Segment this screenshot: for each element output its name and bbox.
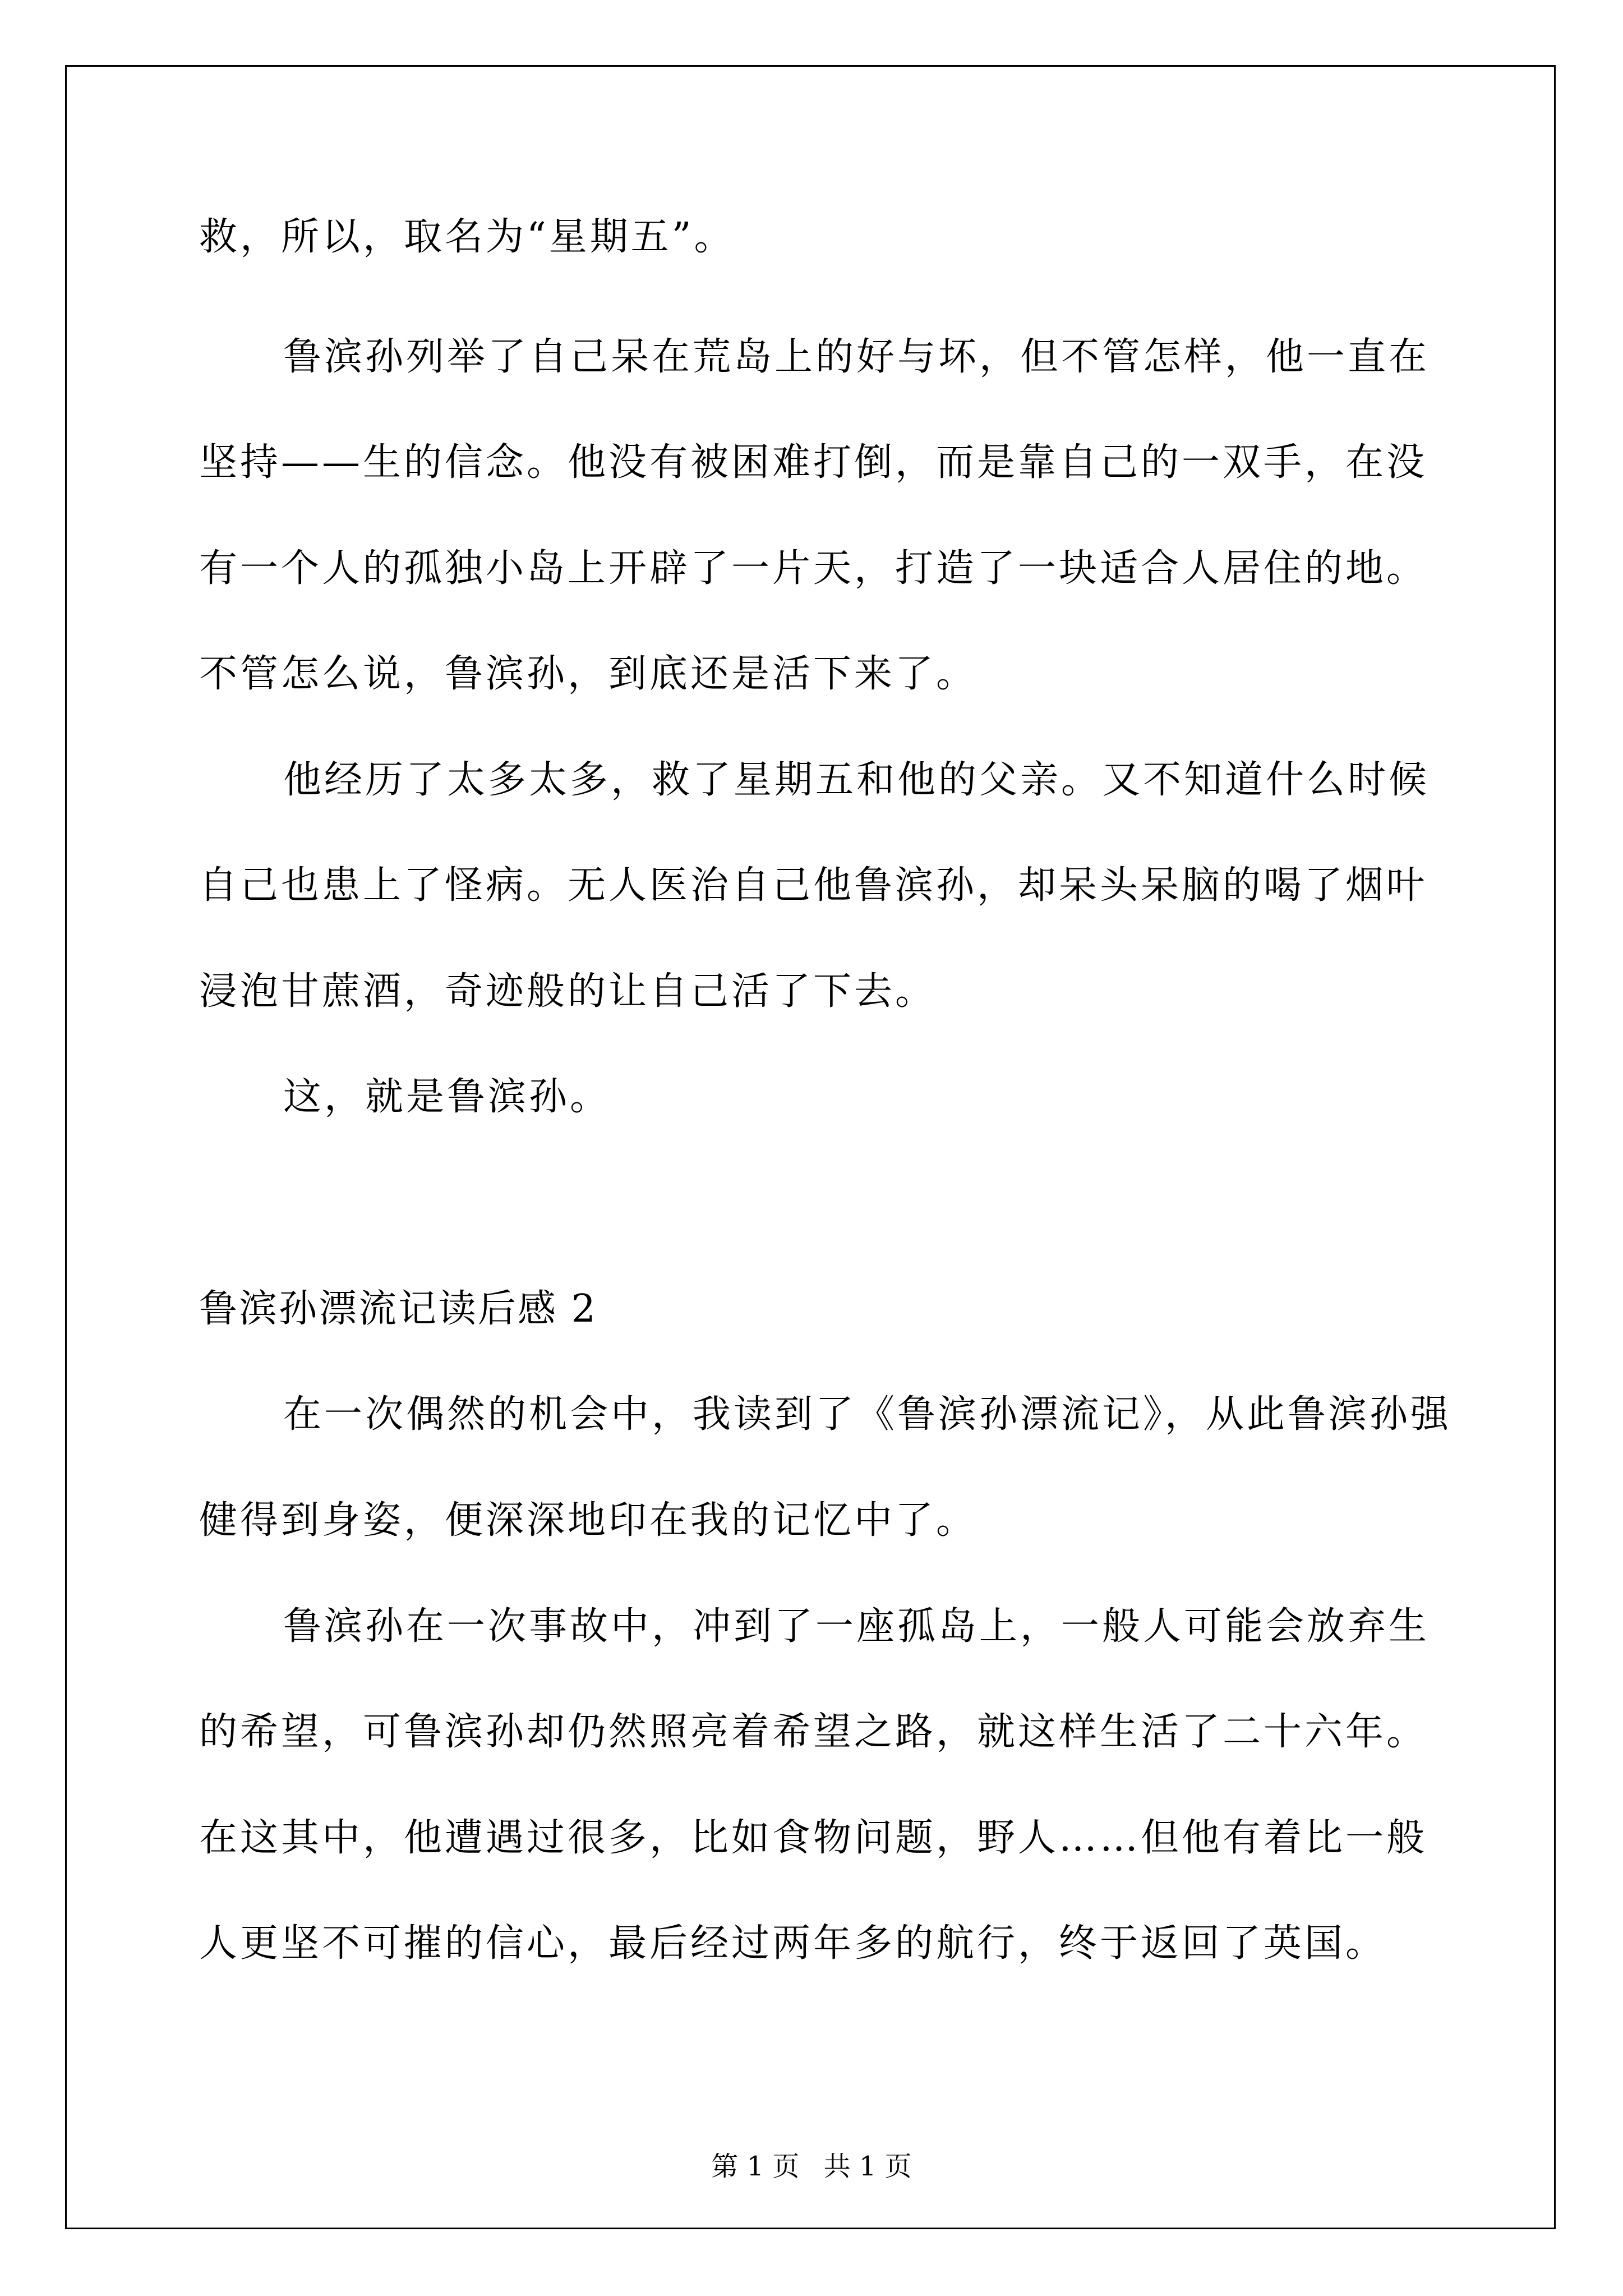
text-line: 鲁滨孙列举了自己呆在荒岛上的好与坏，但不管怎样，他一直在	[283, 335, 1430, 379]
page-border	[65, 65, 1556, 2229]
text-line: 在一次偶然的机会中，我读到了《鲁滨孙漂流记》，从此鲁滨孙强	[283, 1392, 1452, 1437]
section-title: 鲁滨孙漂流记读后感 2	[199, 1287, 597, 1331]
text-line: 的希望，可鲁滨孙却仍然照亮着希望之路，就这样生活了二十六年。	[199, 1710, 1428, 1754]
text-line: 他经历了太多太多，救了星期五和他的父亲。又不知道什么时候	[283, 758, 1430, 802]
text-line: 人更坚不可摧的信心，最后经过两年多的航行，终于返回了英国。	[199, 1921, 1387, 1966]
page-footer	[0, 2153, 1623, 2180]
text-line: 浸泡甘蔗酒，奇迹般的让自己活了下去。	[199, 969, 937, 1014]
text-line: 这，就是鲁滨孙。	[283, 1075, 611, 1119]
text-line: 救，所以，取名为“星期五”。	[199, 215, 735, 259]
text-line: 在这其中，他遭遇过很多，比如食物问题，野人……但他有着比一般	[199, 1816, 1428, 1860]
text-line: 坚持——生的信念。他没有被困难打倒，而是靠自己的一双手，在没	[199, 440, 1428, 485]
text-line: 不管怎么说，鲁滨孙，到底还是活下来了。	[199, 652, 978, 696]
text-line: 有一个人的孤独小岛上开辟了一片天，打造了一块适合人居住的地。	[199, 546, 1428, 591]
text-line: 鲁滨孙在一次事故中，冲到了一座孤岛上，一般人可能会放弃生	[283, 1604, 1430, 1649]
total-pages: 共 1 页	[823, 2151, 912, 2182]
page-number: 第 1 页	[711, 2151, 800, 2182]
text-line: 自己也患上了怪病。无人医治自己他鲁滨孙，却呆头呆脑的喝了烟叶	[199, 863, 1428, 908]
text-line: 健得到身姿，便深深地印在我的记忆中了。	[199, 1498, 978, 1543]
